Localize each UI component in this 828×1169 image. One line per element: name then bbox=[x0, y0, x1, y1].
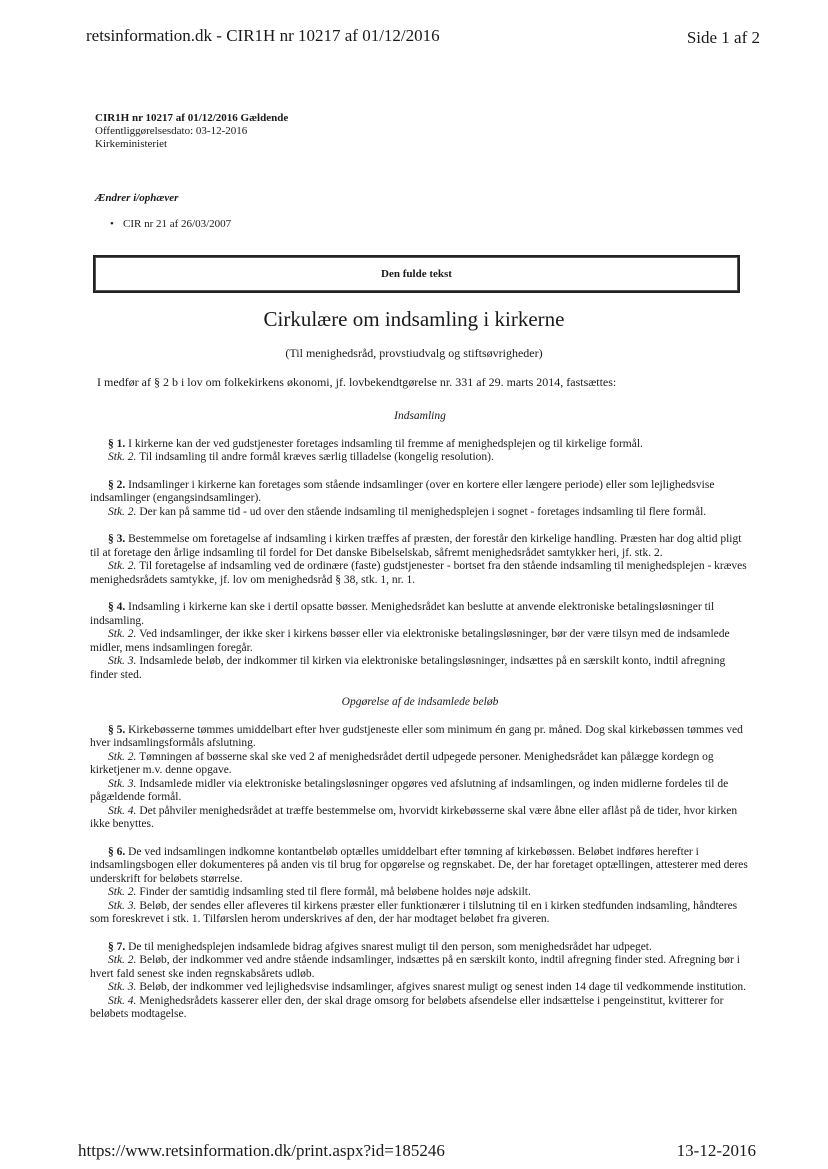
paragraph-text: Til foretagelse af indsamling ved de ordinære (faste) gudstjenester - bortset fra den stående indsamling til menighedsplejen - kræves menighedsrådets samtykke, jf. lov om menighedsråd § 38, stk. 1, nr. 1. bbox=[90, 560, 747, 586]
stk-mark: Stk. 3. bbox=[108, 899, 137, 912]
full-text-box bbox=[93, 255, 740, 293]
paragraph-mark: § 4. bbox=[108, 601, 126, 613]
stk-mark: Stk. 2. bbox=[108, 750, 137, 763]
stk-mark: Stk. 4. bbox=[108, 994, 137, 1007]
stk-mark: Stk. 3. bbox=[108, 777, 137, 790]
paragraph-mark: § 5. bbox=[108, 723, 126, 736]
paragraph-text: Bestemmelse om foretagelse af indsamling i kirken træffes af præsten, der forestår den kirkelige handling. Præsten har dog altid pligt til at foretage den årlige indsamling til fordel for Det danske Bibelselskab, såfremt menighedsrådet samtykker heri, jf. stk. 2. bbox=[90, 533, 742, 559]
document-meta bbox=[95, 112, 288, 151]
paragraph-mark: § 3. bbox=[108, 533, 126, 545]
paragraph-6 bbox=[90, 846, 750, 927]
amends-item[interactable]: • CIR nr 21 af 26/03/2007 bbox=[123, 218, 231, 230]
footer-date: 13-12-2016 bbox=[676, 1141, 756, 1160]
paragraph-text: Det påhviler menighedsrådet at træffe bestemmelse om, hvorvidt kirkebøsserne skal være åbne eller aflåst på de tider, hvor kirken ikke benyttes. bbox=[90, 804, 738, 830]
page-number: Side 1 af 2 bbox=[686, 28, 760, 47]
document-body bbox=[90, 404, 750, 1036]
paragraph-2 bbox=[90, 479, 750, 520]
paragraph-text: Der kan på samme tid - ud over den stående indsamling til menighedsplejen i sognet - foretages indsamling til flere formål. bbox=[136, 505, 707, 518]
stk-mark: Stk. 2. bbox=[108, 451, 137, 463]
paragraph-7 bbox=[90, 941, 750, 1022]
stk-mark: Stk. 4. bbox=[108, 804, 137, 817]
paragraph-5 bbox=[90, 724, 750, 832]
paragraph-text: Indsamlinger i kirkerne kan foretages som stående indsamlinger (over en kortere eller længere periode) eller som lejlighedsvise indsamlinger (engangsindsamlinger). bbox=[90, 478, 715, 504]
document-intro: I medfør af § 2 b i lov om folkekirkens økonomi, jf. lovbekendtgørelse nr. 331 af 29. marts 2014, fastsættes: bbox=[97, 375, 617, 389]
paragraph-mark: § 6. bbox=[108, 845, 126, 858]
paragraph-4 bbox=[90, 601, 750, 682]
paragraph-text: Beløb, der indkommer ved andre stående indsamlinger, indsættes på en særskilt konto, indtil afregning finder sted. Afregning bør i hvert fald senest ske inden regnskabsårets udløb. bbox=[90, 954, 740, 980]
full-text-label: Den fulde tekst bbox=[381, 268, 452, 280]
section-heading: Indsamling bbox=[394, 410, 446, 422]
paragraph-text: Finder der samtidig indsamling sted til flere formål, må beløbene holdes nøje adskilt. bbox=[136, 886, 531, 898]
paragraph-3 bbox=[90, 533, 750, 587]
paragraph-1 bbox=[90, 438, 750, 465]
header-source: retsinformation.dk - CIR1H nr 10217 af 01/12/2016 bbox=[86, 26, 440, 45]
paragraph-text: Indsamling i kirkerne kan ske i dertil opsatte bøsser. Menighedsrådet kan beslutte at anvende elektroniske betalingsløsninger til indsamling. bbox=[90, 601, 715, 627]
paragraph-text: Kirkebøsserne tømmes umiddelbart efter hver gudstjeneste eller som minimum én gang pr. måned. Dog skal kirkebøssen tømmes ved hver indsamlingsformåls afslutning. bbox=[90, 723, 743, 749]
paragraph-text: Ved indsamlinger, der ikke sker i kirkens bøsser eller via elektroniske betalingsløsninger, bør der være tilsyn med de indsamlede midler, mens indsamlingen foregår. bbox=[90, 628, 730, 654]
stk-mark: Stk. 2. bbox=[108, 628, 137, 640]
paragraph-mark: § 1. bbox=[108, 437, 126, 450]
publication-date: Offentliggørelsesdato: 03-12-2016 bbox=[95, 125, 248, 137]
amends-section bbox=[95, 192, 231, 230]
paragraph-text: Menighedsrådets kasserer eller den, der skal drage omsorg for beløbets afsendelse eller indsættelse i pengeinstitut, kvitterer for beløbets modtagelse. bbox=[90, 994, 724, 1020]
document-id: CIR1H nr 10217 af 01/12/2016 Gældende bbox=[95, 112, 289, 124]
paragraph-text: Indsamlede midler via elektroniske betalingsløsninger opgøres ved afslutning af indsamlingen, og inden midlerne fordeles til de pågældende formål. bbox=[90, 777, 729, 803]
paragraph-text: Tømningen af bøsserne skal ske ved 2 af menighedsrådet dertil udpegede personer. Menighedsrådet kan pålægge kordegn og kirketjener m.v. denne opgave. bbox=[90, 750, 714, 776]
stk-mark: Stk. 3. bbox=[108, 655, 137, 667]
stk-mark: Stk. 2. bbox=[108, 886, 137, 898]
stk-mark: Stk. 2. bbox=[108, 505, 137, 518]
document-subtitle: (Til menighedsråd, provstiudvalg og stiftsøvrigheder) bbox=[285, 346, 543, 360]
paragraph-text: De til menighedsplejen indsamlede bidrag afgives snarest muligt til den person, som menighedsrådet har udpeget. bbox=[125, 940, 652, 953]
amends-list bbox=[95, 218, 231, 230]
paragraph-mark: § 2. bbox=[108, 478, 126, 491]
paragraph-text: Beløb, der sendes eller afleveres til kirkens præster eller funktionærer i tilslutning til en i kirken stedfunden indsamling, håndteres som foreskrevet i stk. 1. Tilførslen herom underskrives af den, der har modtaget beløbet fra giveren. bbox=[90, 899, 738, 925]
paragraph-text: Beløb, der indkommer ved lejlighedsvise indsamlinger, afgives snarest muligt og senest inden 14 dage til vedkommende institution. bbox=[136, 981, 747, 993]
stk-mark: Stk. 2. bbox=[108, 954, 137, 966]
paragraph-mark: § 7. bbox=[108, 940, 126, 953]
paragraph-text: I kirkerne kan der ved gudstjenester foretages indsamling til fremme af menighedsplejen og til kirkelige formål. bbox=[125, 437, 643, 450]
document-title: Cirkulære om indsamling i kirkerne bbox=[263, 307, 565, 331]
section-heading: Opgørelse af de indsamlede beløb bbox=[341, 696, 499, 708]
stk-mark: Stk. 3. bbox=[108, 981, 137, 993]
ministry: Kirkeministeriet bbox=[95, 138, 168, 150]
amends-label: Ændrer i/ophæver bbox=[95, 192, 179, 204]
paragraph-text: De ved indsamlingen indkomne kontantbeløb optælles umiddelbart efter tømning af kirkebøssen. Beløbet indføres herefter i indsamlingsbogen eller dokumenteres på anden vis til brug for opgørelse og regnskabet. De, der har foretaget optællingen, attesterer med deres underskrift for beløbets størrelse. bbox=[90, 845, 748, 885]
stk-mark: Stk. 2. bbox=[108, 560, 137, 572]
paragraph-text: Til indsamling til andre formål kræves særlig tilladelse (kongelig resolution). bbox=[136, 451, 494, 463]
footer-url[interactable]: https://www.retsinformation.dk/print.aspx?id=185246 bbox=[78, 1141, 445, 1160]
paragraph-text: Indsamlede beløb, der indkommer til kirken via elektroniske betalingsløsninger, indsættes på en særskilt konto, indtil afregning finder sted. bbox=[90, 655, 726, 681]
